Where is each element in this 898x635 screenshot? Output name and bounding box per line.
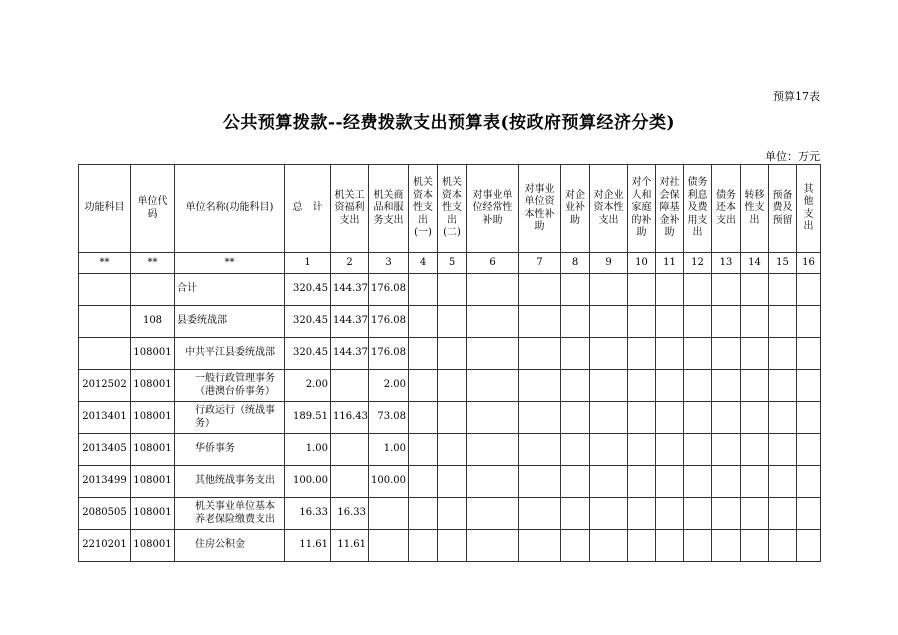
empty-cell (561, 306, 590, 338)
index-cell: 1 (285, 253, 331, 274)
index-cell: ** (79, 253, 131, 274)
empty-cell (684, 434, 712, 466)
unit-code-cell: 108001 (131, 530, 175, 562)
empty-cell (712, 274, 741, 306)
col-header: 机关工资福利支出 (331, 165, 369, 253)
empty-cell (467, 498, 519, 530)
budget-table (78, 164, 821, 562)
empty-cell (467, 306, 519, 338)
total-cell: 320.45 (285, 306, 331, 338)
index-cell: 10 (628, 253, 656, 274)
wage-cell (331, 434, 369, 466)
index-cell: 2 (331, 253, 369, 274)
unit-code-cell (131, 274, 175, 306)
empty-cell (741, 370, 769, 402)
col-header: 机关资本性支出(二) (438, 165, 467, 253)
empty-cell (712, 530, 741, 562)
empty-cell (769, 274, 797, 306)
empty-cell (656, 530, 684, 562)
col-header: 转移性支出 (741, 165, 769, 253)
wage-cell: 11.61 (331, 530, 369, 562)
index-cell: 7 (519, 253, 561, 274)
unit-code-cell: 108001 (131, 434, 175, 466)
empty-cell (628, 434, 656, 466)
table-row (79, 498, 821, 530)
empty-cell (769, 530, 797, 562)
col-header: 单位名称(功能科目) (175, 165, 285, 253)
index-cell: 13 (712, 253, 741, 274)
func-code-cell: 2013405 (79, 434, 131, 466)
empty-cell (797, 338, 821, 370)
unit-code-cell: 108001 (131, 338, 175, 370)
empty-cell (438, 306, 467, 338)
table-row (79, 306, 821, 338)
index-cell: 12 (684, 253, 712, 274)
empty-cell (409, 402, 438, 434)
empty-cell (438, 530, 467, 562)
func-code-cell: 2080505 (79, 498, 131, 530)
total-cell: 1.00 (285, 434, 331, 466)
empty-cell (656, 466, 684, 498)
func-code-cell (79, 338, 131, 370)
empty-cell (741, 402, 769, 434)
empty-cell (519, 338, 561, 370)
empty-cell (409, 434, 438, 466)
empty-cell (769, 466, 797, 498)
page-label: 预算17表 (773, 90, 820, 103)
col-header: 机关商品和服务支出 (369, 165, 409, 253)
col-header: 对事业单位经常性补助 (467, 165, 519, 253)
wage-cell: 116.43 (331, 402, 369, 434)
empty-cell (684, 402, 712, 434)
goods-services-cell: 176.08 (369, 274, 409, 306)
empty-cell (561, 434, 590, 466)
empty-cell (409, 338, 438, 370)
unit-name-cell: 一般行政管理事务（港澳台侨事务） (175, 370, 285, 402)
empty-cell (409, 274, 438, 306)
index-cell: ** (175, 253, 285, 274)
empty-cell (684, 498, 712, 530)
unit-name-cell: 县委统战部 (175, 306, 285, 338)
table-row (79, 530, 821, 562)
index-row (79, 253, 821, 274)
wage-cell: 16.33 (331, 498, 369, 530)
func-code-cell: 2012502 (79, 370, 131, 402)
empty-cell (467, 402, 519, 434)
col-header: 功能科目 (79, 165, 131, 253)
empty-cell (628, 466, 656, 498)
wage-cell (331, 466, 369, 498)
empty-cell (467, 466, 519, 498)
index-cell: 16 (797, 253, 821, 274)
wage-cell: 144.37 (331, 274, 369, 306)
empty-cell (467, 338, 519, 370)
empty-cell (656, 498, 684, 530)
empty-cell (712, 338, 741, 370)
index-cell: 4 (409, 253, 438, 274)
unit-name-cell: 合计 (175, 274, 285, 306)
total-cell: 320.45 (285, 338, 331, 370)
goods-services-cell: 1.00 (369, 434, 409, 466)
empty-cell (684, 338, 712, 370)
empty-cell (712, 370, 741, 402)
wage-cell (331, 370, 369, 402)
empty-cell (797, 498, 821, 530)
empty-cell (656, 306, 684, 338)
unit-code-cell: 108001 (131, 370, 175, 402)
empty-cell (519, 434, 561, 466)
page-title: 公共预算拨款--经费拨款支出预算表(按政府预算经济分类) (222, 113, 676, 133)
empty-cell (467, 370, 519, 402)
goods-services-cell (369, 530, 409, 562)
empty-cell (769, 402, 797, 434)
unit-name-cell: 中共平江县委统战部 (175, 338, 285, 370)
col-header: 对企业资本性支出 (590, 165, 628, 253)
unit-name-cell: 华侨事务 (175, 434, 285, 466)
empty-cell (741, 338, 769, 370)
empty-cell (519, 274, 561, 306)
unit-name-cell: 行政运行（统战事务） (175, 402, 285, 434)
unit-name-cell: 其他统战事务支出 (175, 466, 285, 498)
empty-cell (409, 498, 438, 530)
empty-cell (590, 530, 628, 562)
goods-services-cell: 73.08 (369, 402, 409, 434)
col-header: 机关资本性支出(一) (409, 165, 438, 253)
empty-cell (519, 530, 561, 562)
empty-cell (561, 274, 590, 306)
empty-cell (684, 306, 712, 338)
empty-cell (409, 530, 438, 562)
index-cell: 6 (467, 253, 519, 274)
empty-cell (519, 306, 561, 338)
index-cell: 8 (561, 253, 590, 274)
empty-cell (628, 498, 656, 530)
empty-cell (519, 370, 561, 402)
index-cell: 9 (590, 253, 628, 274)
empty-cell (628, 370, 656, 402)
empty-cell (519, 402, 561, 434)
empty-cell (797, 402, 821, 434)
index-cell: 14 (741, 253, 769, 274)
empty-cell (656, 370, 684, 402)
total-cell: 2.00 (285, 370, 331, 402)
func-code-cell: 2013499 (79, 466, 131, 498)
empty-cell (438, 338, 467, 370)
empty-cell (467, 434, 519, 466)
empty-cell (438, 274, 467, 306)
table-row (79, 370, 821, 402)
empty-cell (656, 274, 684, 306)
empty-cell (741, 306, 769, 338)
unit-code-cell: 108001 (131, 466, 175, 498)
wage-cell: 144.37 (331, 306, 369, 338)
empty-cell (769, 434, 797, 466)
empty-cell (561, 466, 590, 498)
empty-cell (590, 498, 628, 530)
goods-services-cell: 176.08 (369, 338, 409, 370)
col-header: 总 计 (285, 165, 331, 253)
goods-services-cell (369, 498, 409, 530)
empty-cell (467, 530, 519, 562)
empty-cell (769, 306, 797, 338)
empty-cell (797, 434, 821, 466)
goods-services-cell: 100.00 (369, 466, 409, 498)
func-code-cell: 2013401 (79, 402, 131, 434)
index-cell: 5 (438, 253, 467, 274)
total-cell: 100.00 (285, 466, 331, 498)
empty-cell (519, 466, 561, 498)
total-cell: 16.33 (285, 498, 331, 530)
index-cell: 11 (656, 253, 684, 274)
unit-label: 单位：万元 (765, 150, 820, 163)
empty-cell (741, 498, 769, 530)
empty-cell (769, 498, 797, 530)
total-cell: 189.51 (285, 402, 331, 434)
empty-cell (769, 370, 797, 402)
empty-cell (684, 466, 712, 498)
empty-cell (712, 498, 741, 530)
empty-cell (561, 498, 590, 530)
col-header: 预备费及预留 (769, 165, 797, 253)
empty-cell (684, 370, 712, 402)
goods-services-cell: 2.00 (369, 370, 409, 402)
empty-cell (409, 466, 438, 498)
index-cell: 3 (369, 253, 409, 274)
empty-cell (438, 498, 467, 530)
empty-cell (797, 530, 821, 562)
empty-cell (561, 338, 590, 370)
empty-cell (409, 370, 438, 402)
unit-name-cell: 住房公积金 (175, 530, 285, 562)
empty-cell (741, 274, 769, 306)
empty-cell (590, 434, 628, 466)
table-row (79, 434, 821, 466)
empty-cell (438, 434, 467, 466)
col-header: 其他支出 (797, 165, 821, 253)
empty-cell (561, 530, 590, 562)
wage-cell: 144.37 (331, 338, 369, 370)
empty-cell (590, 274, 628, 306)
index-cell: 15 (769, 253, 797, 274)
empty-cell (590, 370, 628, 402)
empty-cell (590, 338, 628, 370)
empty-cell (438, 466, 467, 498)
empty-cell (741, 530, 769, 562)
func-code-cell (79, 274, 131, 306)
empty-cell (409, 306, 438, 338)
empty-cell (741, 434, 769, 466)
empty-cell (684, 274, 712, 306)
col-header: 对企业补助 (561, 165, 590, 253)
empty-cell (712, 306, 741, 338)
total-cell: 11.61 (285, 530, 331, 562)
empty-cell (797, 370, 821, 402)
unit-code-cell: 108001 (131, 498, 175, 530)
total-cell: 320.45 (285, 274, 331, 306)
table-row (79, 338, 821, 370)
empty-cell (561, 370, 590, 402)
empty-cell (797, 306, 821, 338)
col-header: 对社会保障基金补助 (656, 165, 684, 253)
unit-code-cell: 108 (131, 306, 175, 338)
empty-cell (519, 498, 561, 530)
func-code-cell: 2210201 (79, 530, 131, 562)
table-row (79, 274, 821, 306)
empty-cell (628, 402, 656, 434)
table-row (79, 466, 821, 498)
empty-cell (628, 306, 656, 338)
empty-cell (656, 338, 684, 370)
empty-cell (628, 338, 656, 370)
empty-cell (684, 530, 712, 562)
goods-services-cell: 176.08 (369, 306, 409, 338)
table-row (79, 402, 821, 434)
empty-cell (712, 402, 741, 434)
col-header: 对事业单位资本性补助 (519, 165, 561, 253)
empty-cell (712, 434, 741, 466)
unit-code-cell: 108001 (131, 402, 175, 434)
empty-cell (712, 466, 741, 498)
empty-cell (561, 402, 590, 434)
header-row (79, 165, 821, 253)
col-header: 债务利息及费用支出 (684, 165, 712, 253)
col-header: 单位代码 (131, 165, 175, 253)
col-header: 对个人和家庭的补助 (628, 165, 656, 253)
empty-cell (628, 530, 656, 562)
empty-cell (590, 402, 628, 434)
empty-cell (797, 274, 821, 306)
index-cell: ** (131, 253, 175, 274)
func-code-cell (79, 306, 131, 338)
empty-cell (438, 370, 467, 402)
empty-cell (590, 466, 628, 498)
empty-cell (628, 274, 656, 306)
col-header: 债务还本支出 (712, 165, 741, 253)
empty-cell (656, 434, 684, 466)
unit-name-cell: 机关事业单位基本养老保险缴费支出 (175, 498, 285, 530)
empty-cell (797, 466, 821, 498)
empty-cell (467, 274, 519, 306)
empty-cell (590, 306, 628, 338)
empty-cell (656, 402, 684, 434)
empty-cell (438, 402, 467, 434)
empty-cell (769, 338, 797, 370)
empty-cell (741, 466, 769, 498)
